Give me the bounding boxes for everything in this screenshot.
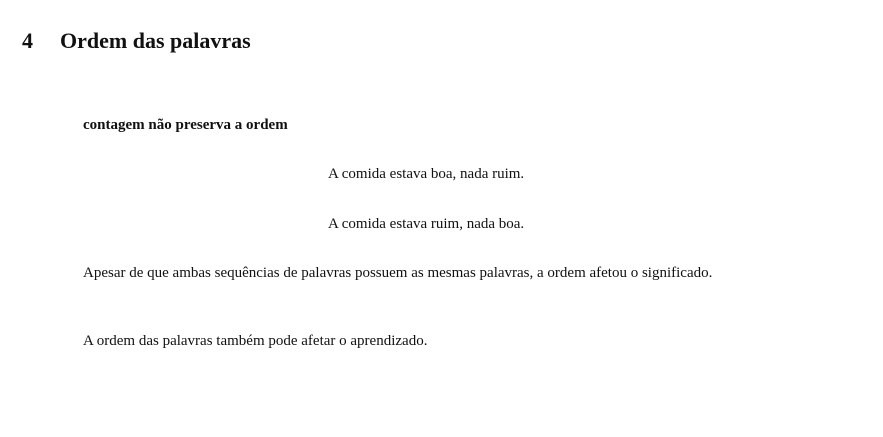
note-paragraph: A ordem das palavras também pode afetar o aprendizado.	[83, 333, 428, 349]
section-title: Ordem das palavras	[60, 28, 251, 53]
section-heading	[22, 28, 251, 54]
section-number: 4	[22, 28, 33, 53]
paragraph-heading: contagem não preserva a ordem	[83, 117, 288, 133]
example-sentence-1: A comida estava boa, nada ruim.	[328, 166, 525, 182]
explanation-paragraph: Apesar de que ambas sequências de palavras possuem as mesmas palavras, a ordem afetou o significado.	[83, 265, 713, 281]
example-sentence-2: A comida estava ruim, nada boa.	[328, 216, 525, 232]
